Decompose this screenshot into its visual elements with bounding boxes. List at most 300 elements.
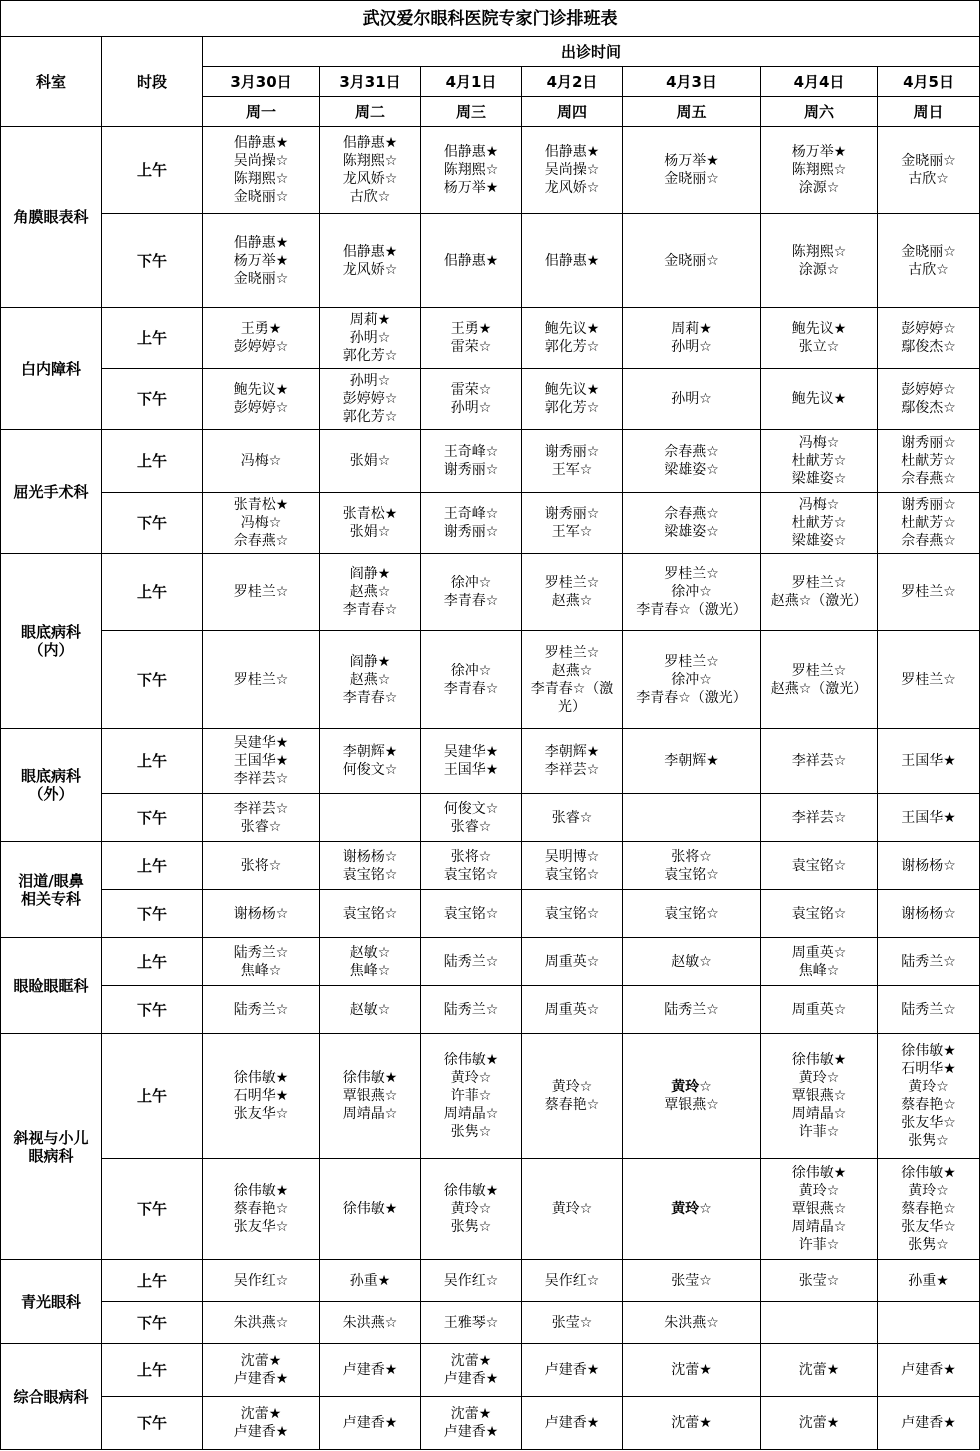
doctor-name: 徐冲☆ xyxy=(450,662,492,679)
doctor-name: 何俊文☆ xyxy=(342,762,398,778)
doctor-cell xyxy=(320,986,421,1034)
doctor-cell xyxy=(421,631,522,729)
doctor-name: 李朝辉★ xyxy=(544,744,600,760)
doctor-name: 蔡春艳☆ xyxy=(233,1201,289,1217)
doctor-name: 许菲☆ xyxy=(798,1237,840,1253)
doctor-name: 冯梅☆ xyxy=(240,515,282,531)
doctor-cell xyxy=(522,1344,623,1397)
doctor-name: 陈翔熙☆ xyxy=(791,243,847,260)
doctor-name: 袁宝铭☆ xyxy=(443,905,499,922)
doctor-cell xyxy=(421,842,522,890)
weekday-header: 周三 xyxy=(421,97,522,127)
doctor-cell xyxy=(421,794,522,842)
doctor-cell xyxy=(623,554,761,631)
doctor-name: 赵敏☆ xyxy=(349,1001,391,1018)
schedule-row xyxy=(1,1034,980,1159)
doctor-name: 李青春☆（激光） xyxy=(636,689,747,706)
doctor-name: 吴作红☆ xyxy=(544,1272,600,1289)
doctor-name: 罗桂兰☆ xyxy=(233,671,289,688)
doctor-cell xyxy=(878,1302,980,1344)
doctor-cell xyxy=(421,1302,522,1344)
dept-header: 科室 xyxy=(1,37,102,127)
doctor-name: 张隽☆ xyxy=(908,1133,949,1149)
doctor-name: 黄玲☆ xyxy=(450,1201,492,1217)
doctor-name: 李青春☆ xyxy=(342,602,398,618)
doctor-cell xyxy=(761,214,878,308)
doctor-name: 王国华★ xyxy=(443,762,499,778)
doctor-name: 周莉★ xyxy=(671,321,712,337)
doctor-cell xyxy=(522,631,623,729)
doctor-cell xyxy=(522,938,623,986)
period-label: 下午 xyxy=(102,369,203,430)
department-name: 眼底病科 （内） xyxy=(1,554,102,729)
doctor-cell xyxy=(878,127,980,214)
doctor-name: 覃银燕☆ xyxy=(791,1088,847,1104)
doctor-name: 何俊文☆ xyxy=(443,800,499,817)
doctor-name: 杜献芳☆ xyxy=(901,515,956,531)
doctor-name: 梁雄姿☆ xyxy=(664,462,719,478)
doctor-name: 佘春燕☆ xyxy=(901,533,956,549)
doctor-cell xyxy=(421,729,522,794)
doctor-cell xyxy=(421,369,522,430)
doctor-name: 卢建香★ xyxy=(544,1362,600,1378)
doctor-name: 龙风娇☆ xyxy=(544,180,600,196)
doctor-name: 李朝辉★ xyxy=(342,744,398,760)
doctor-name: 张将☆ xyxy=(450,848,492,865)
doctor-cell xyxy=(203,214,320,308)
schedule-row xyxy=(1,554,980,631)
doctor-name: 李青春☆（激光） xyxy=(636,602,747,618)
doctor-name: 李祥芸☆ xyxy=(791,809,847,826)
doctor-name: 佀静惠★ xyxy=(233,234,289,251)
doctor-name: 佘春燕☆ xyxy=(901,471,956,487)
schedule-row xyxy=(1,1397,980,1450)
doctor-name: 阎静★ xyxy=(349,653,391,670)
doctor-name: 沈蕾★ xyxy=(798,1415,840,1431)
doctor-cell xyxy=(522,794,623,842)
doctor-cell xyxy=(761,890,878,938)
doctor-name: 黄玲☆ xyxy=(798,1183,840,1199)
doctor-name: 沈蕾★ xyxy=(240,1353,282,1369)
doctor-cell xyxy=(878,986,980,1034)
date-header: 4月2日 xyxy=(522,67,623,97)
doctor-name: 鲍先议★ xyxy=(791,391,847,407)
doctor-cell xyxy=(623,127,761,214)
department-name: 眼底病科 （外） xyxy=(1,729,102,842)
doctor-name: 石明华★ xyxy=(233,1088,289,1104)
doctor-name: 张睿☆ xyxy=(450,818,492,835)
doctor-name: 徐伟敏★ xyxy=(443,1052,499,1068)
doctor-cell xyxy=(761,729,878,794)
doctor-cell xyxy=(320,890,421,938)
doctor-cell xyxy=(761,1034,878,1159)
doctor-name: 袁宝铭☆ xyxy=(664,905,719,922)
doctor-cell xyxy=(203,794,320,842)
doctor-cell xyxy=(203,938,320,986)
doctor-cell xyxy=(203,1344,320,1397)
doctor-name: 冯梅☆ xyxy=(798,435,840,451)
doctor-name: 徐伟敏★ xyxy=(342,1201,398,1217)
doctor-name: 张友华☆ xyxy=(233,1106,289,1122)
doctor-name: 陈翔熙☆ xyxy=(342,153,398,169)
period-label: 上午 xyxy=(102,729,203,794)
doctor-name: 徐伟敏★ xyxy=(342,1070,398,1086)
doctor-cell xyxy=(761,1344,878,1397)
doctor-name: 罗桂兰☆ xyxy=(791,662,847,679)
doctor-name: 古欣☆ xyxy=(349,189,391,205)
doctor-name: 沈蕾★ xyxy=(450,1406,492,1422)
doctor-cell xyxy=(878,1159,980,1260)
doctor-cell xyxy=(320,938,421,986)
doctor-name: 赵燕☆ xyxy=(551,662,593,679)
doctor-cell xyxy=(761,631,878,729)
doctor-cell xyxy=(522,214,623,308)
doctor-name: 彭婷婷☆ xyxy=(342,391,398,407)
doctor-cell xyxy=(878,890,980,938)
doctor-cell xyxy=(320,1397,421,1450)
doctor-name: 佀静惠★ xyxy=(544,144,600,160)
doctor-name: 周靖晶☆ xyxy=(443,1106,499,1122)
doctor-name: 徐伟敏★ xyxy=(901,1043,956,1059)
doctor-name: 孙明☆ xyxy=(671,339,712,355)
doctor-name: 袁宝铭☆ xyxy=(544,905,600,922)
doctor-name: 杜献芳☆ xyxy=(901,453,956,469)
doctor-name: 佀静惠★ xyxy=(342,135,398,151)
period-label: 下午 xyxy=(102,493,203,554)
doctor-name: 罗桂兰☆ xyxy=(664,653,719,670)
doctor-cell xyxy=(421,493,522,554)
doctor-name: 涂源☆ xyxy=(798,180,840,196)
doctor-name: 李祥芸☆ xyxy=(233,800,289,817)
doctor-name: 梁雄姿☆ xyxy=(664,524,719,540)
doctor-cell xyxy=(203,890,320,938)
doctor-name: 陆秀兰☆ xyxy=(901,1001,956,1018)
doctor-cell xyxy=(522,308,623,369)
doctor-cell xyxy=(203,493,320,554)
doctor-cell xyxy=(878,1034,980,1159)
doctor-cell xyxy=(421,430,522,493)
doctor-name: 周莉★ xyxy=(349,312,391,328)
doctor-name: 陈翔熙☆ xyxy=(443,162,499,178)
doctor-name: 彭婷婷☆ xyxy=(901,382,956,398)
doctor-name: 陈翔熙☆ xyxy=(791,162,847,178)
doctor-name: 郭化芳☆ xyxy=(544,400,600,416)
schedule-row xyxy=(1,729,980,794)
doctor-name: 卢建香★ xyxy=(544,1415,600,1431)
doctor-name: 彭婷婷☆ xyxy=(233,400,289,416)
schedule-row xyxy=(1,842,980,890)
doctor-cell xyxy=(421,1397,522,1450)
doctor-name: 鲍先议★ xyxy=(544,321,600,337)
doctor-name: 阎静★ xyxy=(349,566,391,582)
page-title: 武汉爱尔眼科医院专家门诊排班表 xyxy=(1,1,980,37)
period-label: 下午 xyxy=(102,1159,203,1260)
doctor-name: 蔡春艳☆ xyxy=(544,1097,600,1113)
doctor-name: 张娟☆ xyxy=(349,524,391,540)
doctor-name: 金晓丽☆ xyxy=(664,252,719,269)
doctor-name: 光） xyxy=(558,698,586,715)
doctor-name: 佘春燕☆ xyxy=(664,506,719,522)
doctor-name: 黄玲☆ xyxy=(798,1070,840,1086)
doctor-cell xyxy=(623,842,761,890)
period-label: 下午 xyxy=(102,794,203,842)
doctor-name: 孙重★ xyxy=(908,1272,949,1289)
doctor-cell xyxy=(623,1344,761,1397)
doctor-name: 徐伟敏★ xyxy=(791,1165,847,1181)
department-name: 斜视与小儿 眼病科 xyxy=(1,1034,102,1260)
doctor-name: 赵敏☆ xyxy=(671,953,712,970)
period-label: 上午 xyxy=(102,1260,203,1302)
doctor-name: 卢建香★ xyxy=(342,1362,398,1378)
schedule-row xyxy=(1,890,980,938)
schedule-row xyxy=(1,127,980,214)
doctor-cell xyxy=(878,554,980,631)
doctor-name: 张隽☆ xyxy=(450,1124,492,1140)
doctor-name: 古欣☆ xyxy=(908,261,949,278)
doctor-name: 谢杨杨☆ xyxy=(901,857,956,874)
doctor-cell xyxy=(761,1159,878,1260)
doctor-cell xyxy=(878,842,980,890)
doctor-cell xyxy=(320,794,421,842)
doctor-name: 沈蕾★ xyxy=(798,1362,840,1378)
period-label: 下午 xyxy=(102,986,203,1034)
doctor-cell xyxy=(761,1397,878,1450)
doctor-name: 卢建香★ xyxy=(233,1424,289,1440)
doctor-name: 佘春燕☆ xyxy=(233,533,289,549)
department-name: 泪道/眼鼻 相关专科 xyxy=(1,842,102,938)
doctor-name: 周靖晶☆ xyxy=(342,1106,398,1122)
doctor-cell xyxy=(761,554,878,631)
doctor-cell xyxy=(203,1159,320,1260)
doctor-cell xyxy=(203,554,320,631)
doctor-name: 罗桂兰☆ xyxy=(791,575,847,591)
doctor-name: 周重英☆ xyxy=(791,944,847,961)
doctor-cell xyxy=(878,794,980,842)
doctor-cell xyxy=(320,127,421,214)
schedule-row xyxy=(1,631,980,729)
doctor-name: 赵燕☆ xyxy=(349,671,391,688)
doctor-name: 周重英☆ xyxy=(544,953,600,970)
doctor-cell xyxy=(761,493,878,554)
doctor-cell xyxy=(522,1260,623,1302)
doctor-name: 卢建香★ xyxy=(443,1371,499,1387)
doctor-name: 黄玲☆ xyxy=(908,1183,949,1199)
period-label: 下午 xyxy=(102,890,203,938)
schedule-row xyxy=(1,1344,980,1397)
doctor-name: 金晓丽☆ xyxy=(233,270,289,287)
doctor-name: 谢杨杨☆ xyxy=(233,905,289,922)
doctor-cell xyxy=(421,1034,522,1159)
doctor-name: 蔡春艳☆ xyxy=(901,1097,956,1113)
doctor-name: 张友华☆ xyxy=(901,1115,956,1131)
doctor-name: 佀静惠★ xyxy=(443,252,499,269)
doctor-name: 谢秀丽☆ xyxy=(544,506,600,522)
doctor-name: 张睿☆ xyxy=(551,809,593,826)
doctor-name: 孙重★ xyxy=(349,1272,391,1289)
doctor-name: 周重英☆ xyxy=(791,1001,847,1018)
doctor-cell xyxy=(623,1260,761,1302)
doctor-name: 周靖晶☆ xyxy=(791,1106,847,1122)
doctor-name: 张友华☆ xyxy=(901,1219,956,1235)
doctor-cell xyxy=(761,369,878,430)
doctor-name: 徐伟敏★ xyxy=(443,1183,499,1199)
doctor-cell xyxy=(522,842,623,890)
doctor-name: 卢建香★ xyxy=(443,1424,499,1440)
weekday-header: 周六 xyxy=(761,97,878,127)
doctor-cell xyxy=(761,1260,878,1302)
doctor-name: 金晓丽☆ xyxy=(901,243,956,260)
doctor-cell xyxy=(421,1159,522,1260)
doctor-cell xyxy=(203,308,320,369)
doctor-name: 佀静惠★ xyxy=(342,243,398,260)
doctor-name: 徐伟敏★ xyxy=(791,1052,847,1068)
doctor-name: 梁雄姿☆ xyxy=(791,533,847,549)
doctor-name: 王军☆ xyxy=(551,462,593,478)
doctor-cell xyxy=(761,794,878,842)
doctor-cell xyxy=(203,430,320,493)
period-label: 下午 xyxy=(102,214,203,308)
doctor-name: 张隽☆ xyxy=(908,1237,949,1253)
period-label: 上午 xyxy=(102,308,203,369)
weekday-header: 周日 xyxy=(878,97,980,127)
weekday-header: 周五 xyxy=(623,97,761,127)
doctor-cell xyxy=(761,938,878,986)
period-label: 下午 xyxy=(102,1302,203,1344)
doctor-cell xyxy=(421,1260,522,1302)
doctor-cell xyxy=(203,631,320,729)
doctor-name: 罗桂兰☆ xyxy=(544,644,600,661)
period-label: 上午 xyxy=(102,554,203,631)
doctor-name: 徐冲☆ xyxy=(671,584,712,600)
doctor-cell xyxy=(320,1260,421,1302)
doctor-cell xyxy=(203,1397,320,1450)
department-name: 角膜眼表科 xyxy=(1,127,102,308)
doctor-name: 徐冲☆ xyxy=(450,575,492,591)
doctor-cell xyxy=(320,631,421,729)
doctor-cell xyxy=(320,369,421,430)
doctor-name: 金晓丽☆ xyxy=(901,153,956,169)
doctor-name: 陆秀兰☆ xyxy=(233,944,289,961)
doctor-name: 雷荣☆ xyxy=(450,382,492,398)
doctor-name: 张立☆ xyxy=(798,339,840,355)
doctor-name: 袁宝铭☆ xyxy=(342,905,398,922)
doctor-name: 赵敏☆ xyxy=(349,944,391,961)
doctor-name: 梁雄姿☆ xyxy=(791,471,847,487)
doctor-cell xyxy=(421,938,522,986)
doctor-name: 王勇★ xyxy=(450,321,492,337)
doctor-name: 罗桂兰☆ xyxy=(544,575,600,591)
doctor-name: 杨万举★ xyxy=(443,180,499,196)
doctor-name: 李青春☆ xyxy=(443,680,499,697)
doctor-name: 黄玲☆ xyxy=(551,1079,593,1095)
doctor-cell xyxy=(878,493,980,554)
doctor-name: 覃银燕☆ xyxy=(664,1097,719,1113)
schedule-row xyxy=(1,1260,980,1302)
doctor-name: 袁宝铭☆ xyxy=(791,905,847,922)
doctor-name: 杜献芳☆ xyxy=(791,453,847,469)
doctor-cell xyxy=(878,631,980,729)
doctor-name: 吴建华★ xyxy=(233,735,289,751)
doctor-cell xyxy=(623,890,761,938)
doctor-cell xyxy=(623,986,761,1034)
doctor-cell xyxy=(320,493,421,554)
doctor-name: 张睿☆ xyxy=(240,818,282,835)
doctor-cell xyxy=(878,369,980,430)
doctor-name: 王军☆ xyxy=(551,524,593,540)
doctor-cell xyxy=(623,729,761,794)
doctor-name: 龙风娇☆ xyxy=(342,171,398,187)
doctor-name: 佀静惠★ xyxy=(544,252,600,269)
doctor-name: 徐伟敏★ xyxy=(233,1183,289,1199)
doctor-cell xyxy=(203,127,320,214)
doctor-name: 王国华★ xyxy=(233,753,289,769)
schedule-row xyxy=(1,308,980,369)
doctor-name: 卢建香★ xyxy=(233,1371,289,1387)
doctor-name: 王勇★ xyxy=(240,321,282,337)
doctor-cell xyxy=(878,308,980,369)
doctor-name: 张莹☆ xyxy=(671,1272,712,1289)
department-name: 白内障科 xyxy=(1,308,102,430)
doctor-name: 卢建香★ xyxy=(901,1415,956,1431)
doctor-name: 张将☆ xyxy=(671,848,712,865)
period-label: 上午 xyxy=(102,1344,203,1397)
doctor-cell xyxy=(623,369,761,430)
doctor-cell xyxy=(203,729,320,794)
doctor-name: 王国华★ xyxy=(901,753,956,769)
doctor-name: 郭化芳☆ xyxy=(342,348,398,364)
doctor-name: 王雅琴☆ xyxy=(443,1314,499,1331)
doctor-name: 金晓丽☆ xyxy=(664,171,719,187)
doctor-name: 徐冲☆ xyxy=(671,671,712,688)
doctor-name: 黄玲☆ xyxy=(908,1079,949,1095)
doctor-name: 徐伟敏★ xyxy=(901,1165,956,1181)
doctor-name: 王奇峰☆ xyxy=(443,444,499,460)
department-name: 综合眼病科 xyxy=(1,1344,102,1450)
schedule-row xyxy=(1,493,980,554)
doctor-cell xyxy=(421,308,522,369)
doctor-name: 鲍先议★ xyxy=(544,382,600,398)
doctor-name: 吴作红☆ xyxy=(443,1272,499,1289)
doctor-name: 谢秀丽☆ xyxy=(443,524,499,540)
doctor-name: 王奇峰☆ xyxy=(443,506,499,522)
doctor-cell xyxy=(421,890,522,938)
doctor-cell xyxy=(761,1302,878,1344)
doctor-name: 焦峰☆ xyxy=(349,962,391,979)
doctor-cell xyxy=(203,842,320,890)
doctor-cell xyxy=(320,1344,421,1397)
doctor-name: 谢秀丽☆ xyxy=(443,462,499,478)
doctor-cell xyxy=(320,430,421,493)
doctor-name: 李青春☆（激 xyxy=(530,680,614,697)
doctor-name: 龙风娇☆ xyxy=(342,261,398,278)
doctor-name: 张莹☆ xyxy=(551,1314,593,1331)
doctor-name: 许菲☆ xyxy=(798,1124,840,1140)
doctor-name: 罗桂兰☆ xyxy=(664,566,719,582)
doctor-cell xyxy=(878,938,980,986)
schedule-row xyxy=(1,986,980,1034)
doctor-name: 王国华★ xyxy=(901,809,956,826)
doctor-name: 李祥芸☆ xyxy=(544,762,600,778)
doctor-cell xyxy=(878,430,980,493)
doctor-name: 吴尚操☆ xyxy=(544,162,600,178)
doctor-cell xyxy=(623,214,761,308)
doctor-name: 袁宝铭☆ xyxy=(664,866,719,883)
doctor-name: 郭化芳☆ xyxy=(342,409,398,425)
doctor-name: 卢建香★ xyxy=(901,1362,956,1378)
doctor-name: 冯梅☆ xyxy=(240,453,282,469)
doctor-cell xyxy=(522,1302,623,1344)
doctor-name: 谢杨杨☆ xyxy=(342,848,398,865)
